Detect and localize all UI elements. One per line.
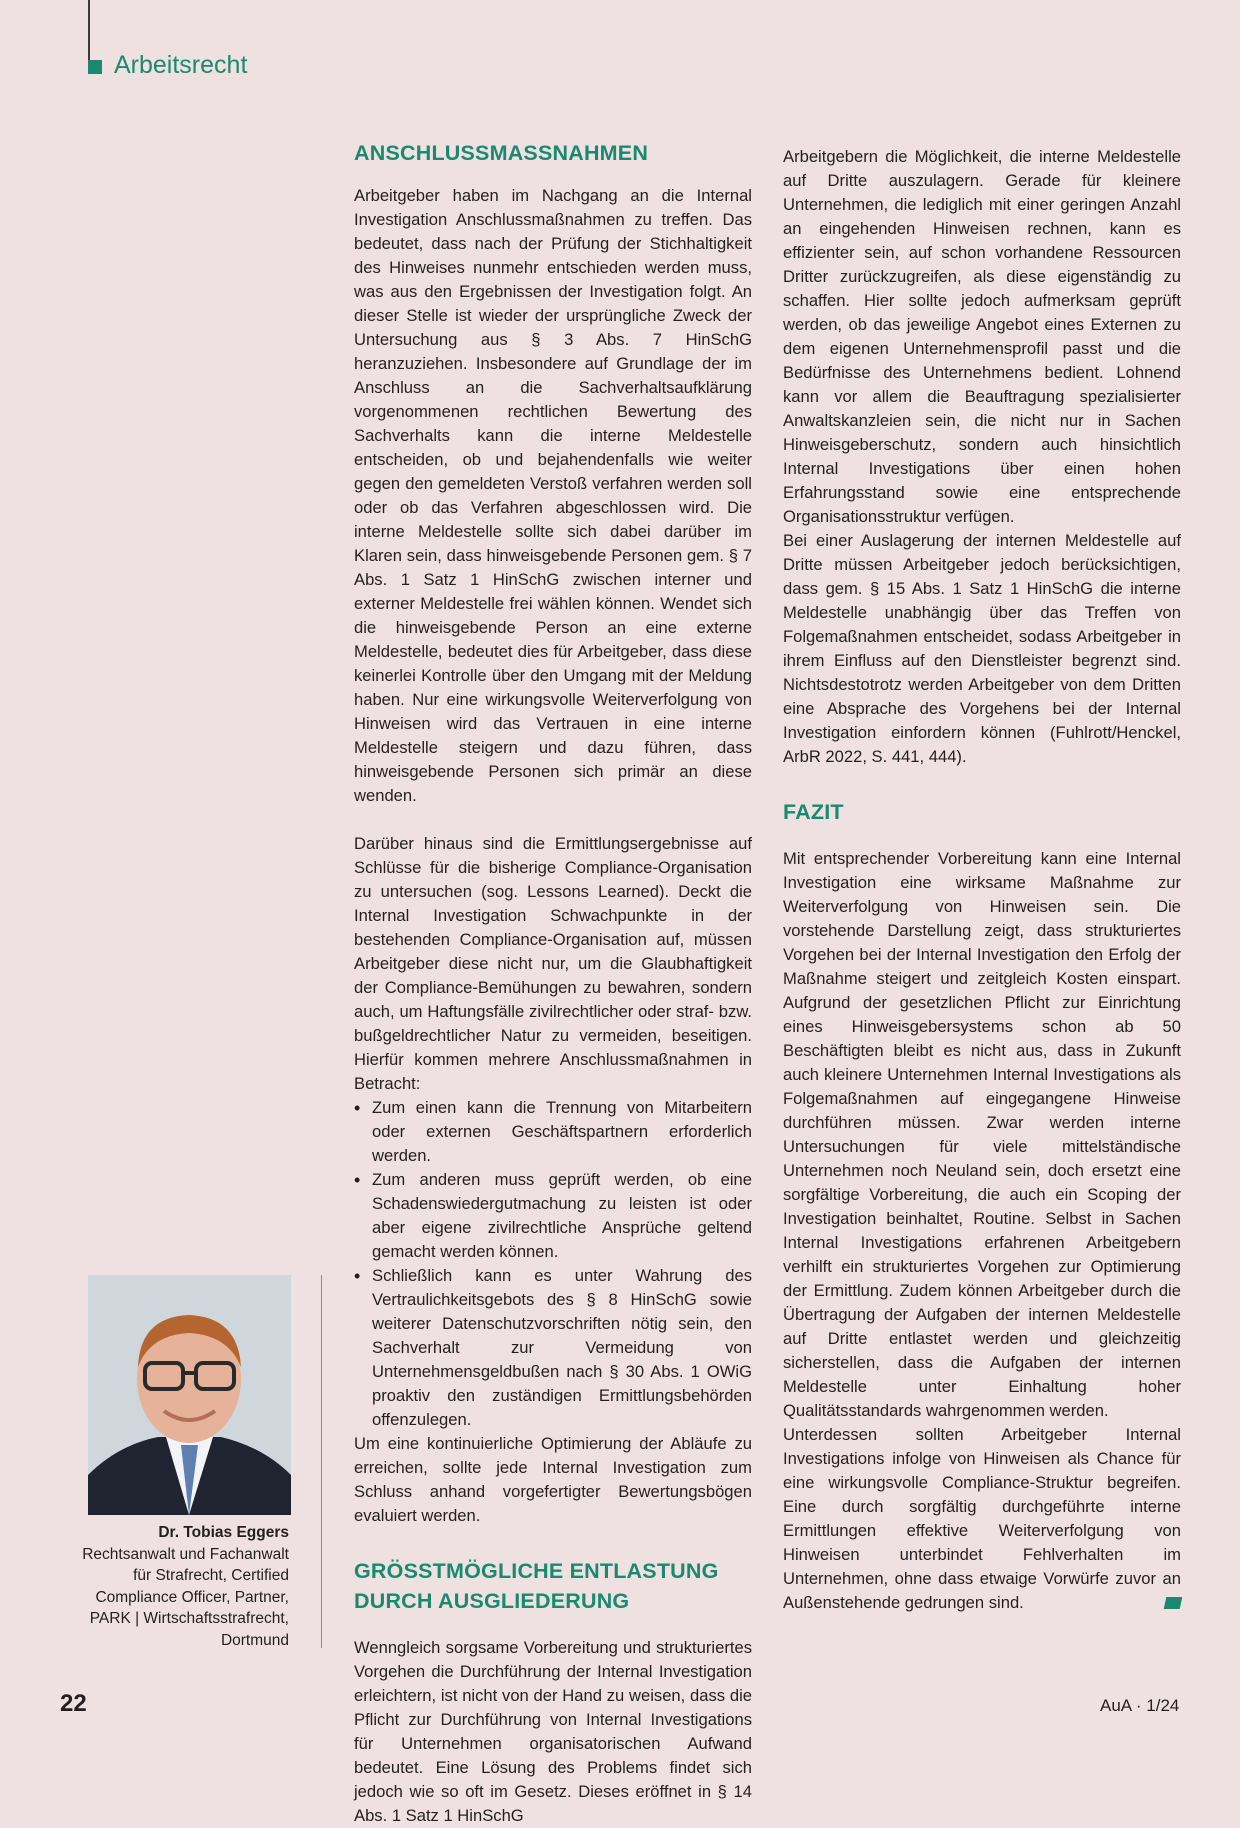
author-title-line: Dortmund [220, 1631, 289, 1649]
paragraph-text: Unterdessen sollten Arbeitgeber Internal Investigations infolge von Hinweisen als Chance für eine wirkungsvolle Compliance-Struktur begreifen. Eine durch sorgfältig durchgeführte interne Ermittlungen effektive Weiterverfolgung von Hinweisen unterbindet Fehlverhalten im Unternehmen, ohne dass etwaige Vorwürfe zuvor an Außenstehende gedrungen sind. [783, 1425, 1181, 1612]
column-right [783, 145, 1181, 1615]
author-title-line: PARK | Wirtschaftsstrafrecht, [89, 1610, 289, 1628]
heading-entlastung [354, 1556, 752, 1616]
author-name: Dr. Tobias Eggers [158, 1524, 289, 1541]
list-item: • Zum anderen muss geprüft werden, ob eine Schadenswiedergutmachung zu leisten ist oder aber eigene zivilrechtliche Ansprüche geltend gemacht werden können. [354, 1168, 752, 1264]
author-portrait-illustration [88, 1275, 291, 1515]
section-label: Arbeitsrecht [114, 51, 248, 79]
list-item: • Schließlich kann es unter Wahrung des Vertraulichkeitsgebots des § 8 HinSchG sowie weiterer Datenschutzvorschriften nötig sein, den Sachverhalt zur Vermeidung von Unternehmensgeldbußen nach § 30 Abs. 1 OWiG proaktiv den zuständigen Ermittlungsbehörden offenzulegen. [354, 1264, 752, 1432]
paragraph: Um eine kontinuierliche Optimierung der Abläufe zu erreichen, sollte jede Internal Investigation zum Schluss anhand vorgefertigter Bewertungsbögen evaluiert werden. [354, 1434, 752, 1525]
bullet-list [354, 1096, 752, 1432]
list-item: • Zum einen kann die Trennung von Mitarbeitern oder externen Geschäftspartnern erforderlich werden. [354, 1096, 752, 1168]
sidebar-divider [321, 1275, 322, 1648]
author-photo [88, 1275, 291, 1515]
journal-reference: AuA · 1/24 [1100, 1696, 1180, 1715]
author-title-line: für Strafrecht, Certified [133, 1567, 289, 1585]
heading-line: DURCH AUSGLIEDERUNG [354, 1589, 630, 1613]
column-middle [354, 138, 752, 1828]
end-of-article-marker [1164, 1597, 1183, 1609]
paragraph: Bei einer Auslagerung der internen Meldestelle auf Dritte müssen Arbeitgeber jedoch berücksichtigen, dass gem. § 15 Abs. 1 Satz 1 HinSchG die interne Meldestelle unabhängig über das Treffen von Folgemaßnahmen entscheidet, sodass Arbeitgeber in ihrem Einfluss auf den Dienstleister begrenzt sind. Nichtsdestotrotz werden Arbeitgeber von dem Dritten eine Absprache des Vorgehens bei der Internal Investigation einfordern können (Fuhlrott/Henckel, ArbR 2022, S. 441, 444). [783, 531, 1181, 766]
heading-line: GRÖSSTMÖGLICHE ENTLASTUNG [354, 1559, 719, 1583]
page-number: 22 [60, 1690, 87, 1717]
author-title-line: Compliance Officer, Partner, [95, 1588, 289, 1606]
paragraph: Mit entsprechender Vorbereitung kann eine Internal Investigation eine wirksame Maßnahme zur Weiterverfolgung von Hinweisen sein. Die vorstehende Darstellung zeigt, dass strukturiertes Vorgehen bei der Internal Investigation den Erfolg der Maßnahme steigert und zeitgleich Kosten einspart. Aufgrund der gesetzlichen Pflicht zur Einrichtung eines Hinweisgebersystems schon ab 50 Beschäftigten bleibt es nicht aus, dass in Zukunft auch kleinere Unternehmen Internal Investigations als Folgemaßnahmen auf eingegangene Hinweise durchführen müssen. Zwar werden interne Untersuchungen für viele mittelständische Unternehmen noch Neuland sein, doch ersetzt eine sorgfältige Vorbereitung, die auch ein Scoping der Investigation beinhaltet, Routine. Selbst in Sachen Internal Investigations erfahrenen Arbeitgebern verhilft ein strukturiertes Vorgehen zur Optimierung der Ermittlung. Zudem können Arbeitgeber durch die Übertragung der Aufgaben der internen Meldestelle auf Dritte entlastet werden und gleichzeitig sicherstellen, dass die Aufgaben der internen Meldestelle unter Einhaltung hoher Qualitätsstandards wahrgenommen werden. [783, 849, 1181, 1420]
author-caption [80, 1522, 289, 1652]
paragraph: Arbeitgeber haben im Nachgang an die Internal Investigation Anschlussmaßnahmen zu treffen. Das bedeutet, dass nach der Prüfung der Stichhaltigkeit des Hinweises nunmehr entschieden werden muss, was aus den Ergebnissen der Investigation folgt. An dieser Stelle ist wieder der ursprüngliche Zweck der Untersuchung aus § 3 Abs. 7 HinSchG heranzuziehen. Insbesondere auf Grundlage der im Anschluss an die Sachverhaltsaufklärung vorgenommenen rechtlichen Bewertung des Sachverhalts kann die interne Meldestelle entscheiden, ob und bejahendenfalls wie weiter gegen den gemeldeten Verstoß verfahren werden soll oder ob das Verfahren abgeschlossen wird. Die interne Meldestelle sollte sich dabei darüber im Klaren sein, dass hinweisgebende Personen gem. § 7 Abs. 1 Satz 1 HinSchG zwischen interner und externer Meldestelle frei wählen können. Wendet sich die hinweisgebende Person an eine externe Meldestelle, bedeutet dies für Arbeitgeber, dass diese keinerlei Kontrolle über den Umgang mit der Meldung haben. Nur eine wirkungsvolle Weiterverfolgung von Hinweisen wird das Vertrauen in eine interne Meldestelle steigern und dazu führen, dass hinweisgebende Personen sich primär an diese wenden. [354, 186, 752, 805]
paragraph: Wenngleich sorgsame Vorbereitung und strukturiertes Vorgehen die Durchführung der Internal Investigation erleichtern, ist nicht von der Hand zu weisen, dass die Pflicht zur Durchführung von Internal Investigations für Unternehmen organisatorischen Aufwand bedeutet. Eine Lösung des Problems findet sich jedoch wie so oft im Gesetz. Dieses eröffnet in § 14 Abs. 1 Satz 1 HinSchG [354, 1638, 752, 1825]
paragraph: Darüber hinaus sind die Ermittlungsergebnisse auf Schlüsse für die bisherige Compliance-Organisation zu untersuchen (sog. Lessons Learned). Deckt die Internal Investigation Schwachpunkte in der bestehenden Compliance-Organisation auf, müssen Arbeitgeber diese nicht nur, um die Glaubhaftigkeit der Compliance-Bemühungen zu bewahren, sondern auch, um Haftungsfälle zivilrechtlicher oder straf- bzw. bußgeldrechtlicher Natur zu vermeiden, beseitigen. Hierfür kommen mehrere Anschlussmaßnahmen in Betracht: [354, 834, 752, 1093]
paragraph [783, 1423, 1181, 1615]
author-title-line: Rechtsanwalt und Fachanwalt [82, 1545, 289, 1563]
heading-fazit: FAZIT [783, 800, 844, 824]
heading-anschlussmassnahmen: ANSCHLUSSMASSNAHMEN [354, 141, 649, 165]
section-marker [88, 60, 102, 74]
paragraph: Arbeitgebern die Möglichkeit, die interne Meldestelle auf Dritte auszulagern. Gerade für kleinere Unternehmen, die lediglich mit einer geringen Anzahl an eingehenden Hinweisen rechnen, kann es effizienter sein, auf schon vorhandene Ressourcen Dritter zurückzugreifen, als diese eigenständig zu schaffen. Hier sollte jedoch aufmerksam geprüft werden, ob das jeweilige Angebot eines Externen zu dem eigenen Unternehmensprofil passt und die Bedürfnisse des Unternehmens bedient. Lohnend kann vor allem die Beauftragung spezialisierter Anwaltskanzleien sein, die nicht nur in Sachen Hinweisgeberschutz, sondern auch hinsichtlich Internal Investigations über einen hohen Erfahrungsstand sowie eine entsprechende Organisationsstruktur verfügen. [783, 147, 1181, 526]
